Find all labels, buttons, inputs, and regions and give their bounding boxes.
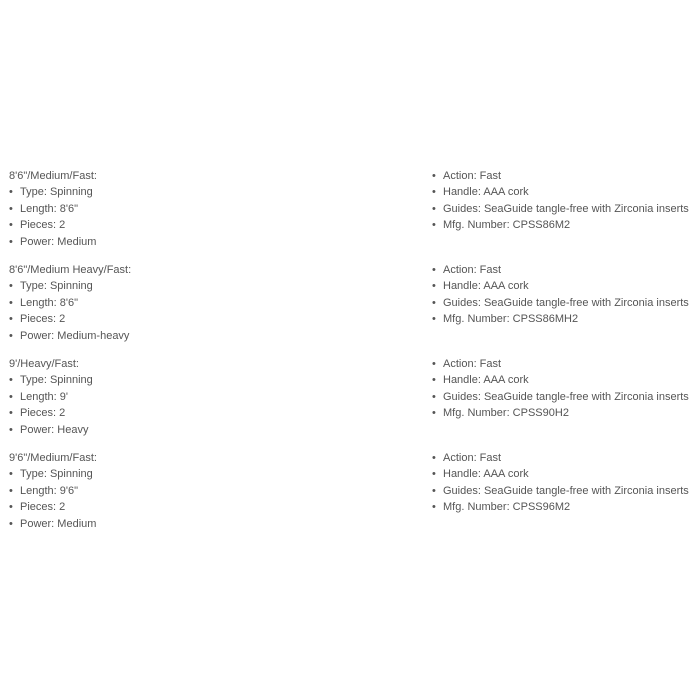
- spec-item: • Power: Heavy: [9, 422, 409, 438]
- spec-item: • Power: Medium: [9, 516, 409, 532]
- spec-left-column: [9, 168, 409, 250]
- spec-item: • Power: Medium: [9, 234, 409, 250]
- spec-list: [9, 466, 409, 532]
- spec-item: • Guides: SeaGuide tangle-free with Zirconia inserts: [432, 483, 700, 499]
- spec-item: • Action: Fast: [432, 262, 700, 278]
- spec-item: • Pieces: 2: [9, 405, 409, 421]
- spec-heading: 8'6"/Medium/Fast:: [9, 170, 97, 182]
- spec-item: • Handle: AAA cork: [432, 184, 700, 200]
- spec-item: • Type: Spinning: [9, 372, 409, 388]
- spec-item: • Action: Fast: [432, 356, 700, 372]
- spec-item: • Length: 9': [9, 389, 409, 405]
- spec-item: • Mfg. Number: CPSS86M2: [432, 217, 700, 233]
- spec-item: • Pieces: 2: [9, 217, 409, 233]
- spec-item: • Length: 8'6": [9, 295, 409, 311]
- spec-item: • Handle: AAA cork: [432, 278, 700, 294]
- spec-item: • Guides: SeaGuide tangle-free with Zirconia inserts: [432, 201, 700, 217]
- spec-item: • Type: Spinning: [9, 278, 409, 294]
- spec-item: • Mfg. Number: CPSS90H2: [432, 405, 700, 421]
- spec-item: • Handle: AAA cork: [432, 372, 700, 388]
- spec-section-8-6-medium-heavy-fast: [0, 262, 700, 356]
- spec-section-8-6-medium-fast: [0, 168, 700, 262]
- spec-item: • Guides: SeaGuide tangle-free with Zirconia inserts: [432, 389, 700, 405]
- spec-item: • Length: 9'6": [9, 483, 409, 499]
- spec-list: [432, 262, 700, 328]
- spec-heading: 8'6"/Medium Heavy/Fast:: [9, 264, 132, 276]
- spec-item: • Power: Medium-heavy: [9, 328, 409, 344]
- spec-item: • Handle: AAA cork: [432, 466, 700, 482]
- spec-list: [9, 278, 409, 344]
- spec-item: • Pieces: 2: [9, 499, 409, 515]
- spec-item: • Length: 8'6": [9, 201, 409, 217]
- spec-heading: 9'/Heavy/Fast:: [9, 358, 79, 370]
- spec-right-column: [432, 168, 700, 234]
- spec-item: • Guides: SeaGuide tangle-free with Zirconia inserts: [432, 295, 700, 311]
- spec-left-column: [9, 450, 409, 532]
- spec-list: [432, 168, 700, 234]
- spec-item: • Action: Fast: [432, 168, 700, 184]
- spec-item: • Type: Spinning: [9, 184, 409, 200]
- spec-list: [9, 372, 409, 438]
- spec-left-column: [9, 356, 409, 438]
- spec-item: • Action: Fast: [432, 450, 700, 466]
- spec-right-column: [432, 262, 700, 328]
- spec-left-column: [9, 262, 409, 344]
- spec-item: • Pieces: 2: [9, 311, 409, 327]
- spec-item: • Type: Spinning: [9, 466, 409, 482]
- spec-list: [432, 356, 700, 422]
- spec-right-column: [432, 356, 700, 422]
- spec-item: • Mfg. Number: CPSS96M2: [432, 499, 700, 515]
- spec-item: • Mfg. Number: CPSS86MH2: [432, 311, 700, 327]
- spec-list: [9, 184, 409, 250]
- spec-list: [432, 450, 700, 516]
- spec-section-9-heavy-fast: [0, 356, 700, 450]
- spec-heading: 9'6"/Medium/Fast:: [9, 452, 97, 464]
- spec-section-9-6-medium-fast: [0, 450, 700, 544]
- spec-right-column: [432, 450, 700, 516]
